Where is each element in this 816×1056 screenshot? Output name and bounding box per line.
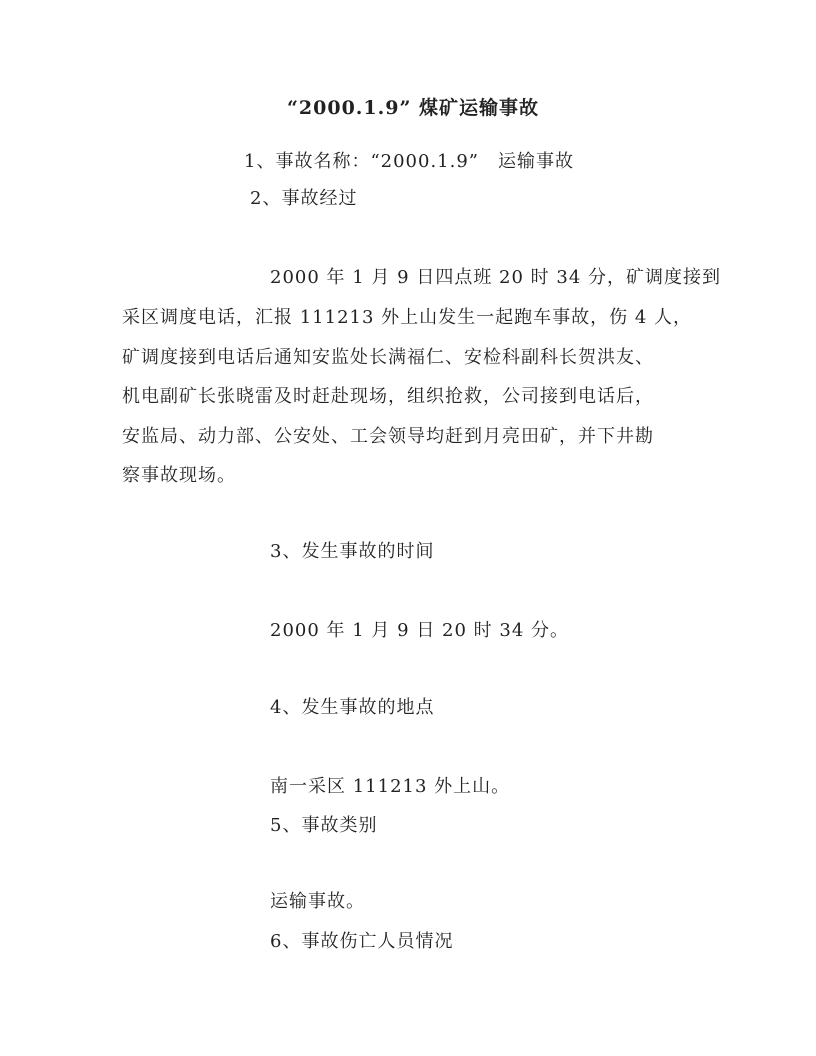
paragraph-line: 机电副矿长张晓雷及时赶赴现场，组织抢救，公司接到电话后，: [122, 386, 654, 407]
item-6-heading: 6、事故伤亡人员情况: [270, 931, 454, 952]
item-1-accident-name: 1、事故名称：“2000.1.9” 运输事故: [244, 151, 575, 172]
document-title: “2000.1.9” 煤矿运输事故: [287, 97, 540, 119]
paragraph-line: 察事故现场。: [122, 465, 236, 486]
paragraph-line: 安监局、动力部、公安处、工会领导均赶到月亮田矿，并下井勘: [122, 426, 654, 447]
item-3-heading: 3、发生事故的时间: [270, 541, 435, 562]
paragraph-line: 矿调度接到电话后通知安监处长满福仁、安检科副科长贺洪友、: [122, 347, 654, 368]
item-5-heading: 5、事故类别: [270, 815, 378, 836]
paragraph-line: 2000 年 1 月 9 日四点班 20 时 34 分，矿调度接到: [270, 267, 722, 288]
item-3-time: 2000 年 1 月 9 日 20 时 34 分。: [270, 620, 570, 641]
item-2-heading: 2、事故经过: [250, 188, 358, 209]
item-5-category: 运输事故。: [270, 891, 365, 912]
paragraph-line: 采区调度电话，汇报 111213 外上山发生一起跑车事故，伤 4 人，: [122, 307, 693, 328]
item-4-heading: 4、发生事故的地点: [270, 697, 435, 718]
item-4-location: 南一采区 111213 外上山。: [270, 776, 511, 797]
